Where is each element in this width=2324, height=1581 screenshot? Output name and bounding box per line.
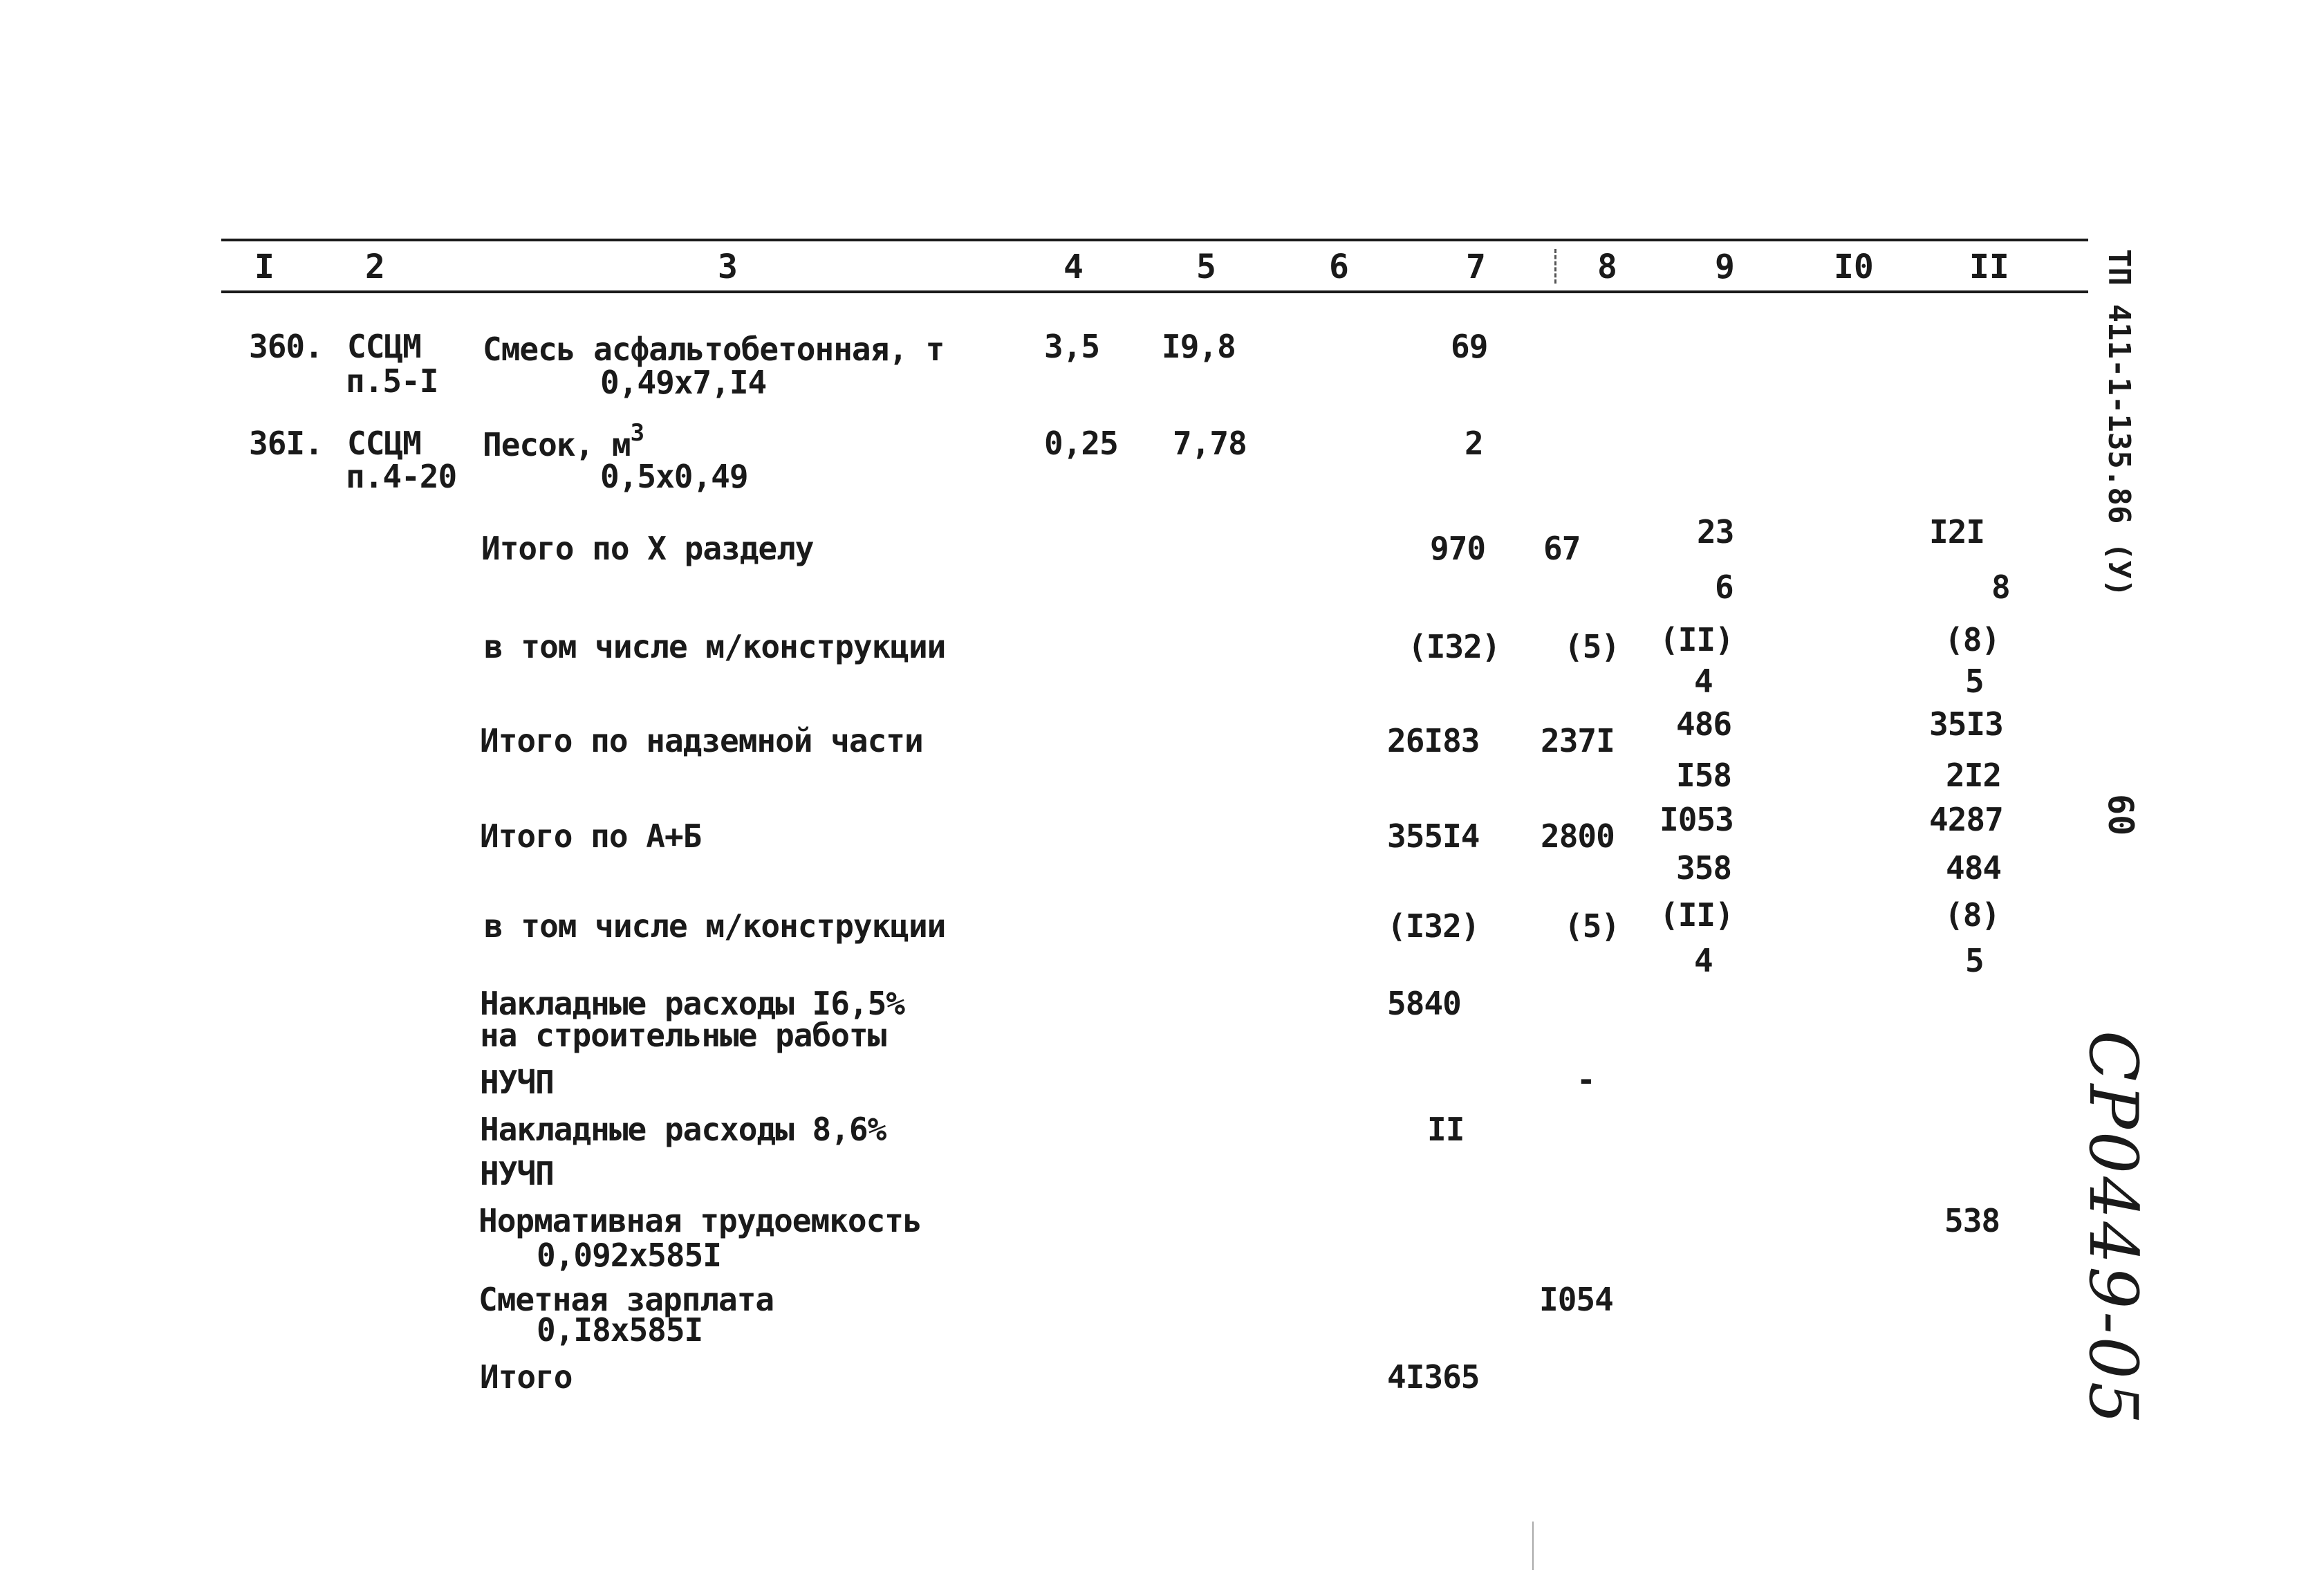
overhead-col7: 5840 bbox=[1387, 985, 1461, 1022]
total-col11-bottom: 484 bbox=[1946, 849, 2002, 887]
overhead-col7: II bbox=[1427, 1111, 1465, 1148]
total-col9-top: 23 bbox=[1697, 513, 1734, 551]
total-col7: 26I83 bbox=[1387, 722, 1480, 759]
incl-col9-top: (II) bbox=[1660, 896, 1733, 934]
overhead-label: Накладные расходы I6,5% bbox=[480, 985, 904, 1022]
row-formula: 0,5x0,49 bbox=[600, 458, 748, 495]
nuchp-label: НУЧП bbox=[480, 1064, 554, 1101]
total-label: Итого по X разделу bbox=[481, 530, 814, 567]
total-col9-bottom: I58 bbox=[1676, 757, 1732, 794]
row-col5: 7,78 bbox=[1173, 425, 1247, 462]
total-col9-bottom: 358 bbox=[1676, 849, 1732, 887]
nuchp-label: НУЧП bbox=[480, 1155, 554, 1192]
header-bottom-rule bbox=[221, 290, 2088, 293]
wage-label: Сметная зарплата bbox=[478, 1281, 774, 1318]
total-col11-top: 35I3 bbox=[1929, 705, 2003, 743]
incl-col7: (I32) bbox=[1387, 907, 1480, 945]
col-header-7: 7 bbox=[1466, 248, 1486, 286]
incl-col11-top: (8) bbox=[1944, 896, 2000, 934]
grand-total-label: Итого bbox=[480, 1358, 573, 1396]
col-header-11: II bbox=[1969, 248, 2009, 286]
grand-total-col7: 4I365 bbox=[1387, 1358, 1480, 1396]
column-divider bbox=[1554, 249, 1556, 284]
overhead-label: Накладные расходы 8,6% bbox=[480, 1111, 886, 1148]
row-description-text: Песок, м bbox=[483, 426, 631, 463]
row-col7: 69 bbox=[1451, 328, 1488, 365]
page-number: 60 bbox=[2101, 794, 2141, 836]
row-code: ССЦМ bbox=[347, 425, 421, 462]
wage-formula: 0,I8x585I bbox=[537, 1311, 703, 1349]
labor-formula: 0,092x585I bbox=[537, 1237, 721, 1274]
overhead-sublabel: на строительные работы bbox=[480, 1017, 886, 1054]
col-header-5: 5 bbox=[1196, 248, 1216, 286]
row-description bbox=[483, 419, 644, 463]
col-header-4: 4 bbox=[1063, 248, 1084, 286]
wage-col8: I054 bbox=[1539, 1281, 1613, 1318]
incl-col7: (I32) bbox=[1408, 628, 1500, 665]
total-col9-top: 486 bbox=[1676, 705, 1732, 743]
col-header-2: 2 bbox=[365, 248, 385, 286]
row-col7: 2 bbox=[1465, 425, 1483, 462]
col-header-6: 6 bbox=[1329, 248, 1349, 286]
total-label: Итого по А+Б bbox=[480, 817, 702, 855]
total-col7: 970 bbox=[1430, 530, 1486, 567]
scan-mark bbox=[1532, 1522, 1534, 1570]
row-formula: 0,49x7,I4 bbox=[600, 364, 767, 401]
row-description: Смесь асфальтобетонная, т bbox=[483, 331, 945, 368]
incl-col9-bottom: 4 bbox=[1694, 663, 1713, 700]
total-col11-top: 4287 bbox=[1929, 801, 2003, 838]
row-code: ССЦМ bbox=[347, 328, 421, 365]
nuchp-col8: - bbox=[1577, 1061, 1595, 1098]
incl-col11-bottom: 5 bbox=[1965, 942, 1984, 979]
total-col11-bottom: 8 bbox=[1991, 568, 2010, 606]
row-col4: 3,5 bbox=[1044, 328, 1100, 365]
incl-col9-top: (II) bbox=[1660, 621, 1733, 658]
row-number: 36I. bbox=[249, 425, 323, 462]
col-header-3: 3 bbox=[718, 248, 738, 286]
handwritten-code: СР0449-05 bbox=[2074, 1030, 2152, 1427]
row-col5: I9,8 bbox=[1162, 328, 1236, 365]
labor-col11: 538 bbox=[1944, 1202, 2000, 1239]
incl-col8: (5) bbox=[1564, 628, 1620, 665]
incl-col8: (5) bbox=[1564, 907, 1620, 945]
row-code-ref: п.4-20 bbox=[346, 458, 457, 495]
incl-col9-bottom: 4 bbox=[1694, 942, 1713, 979]
total-col11-top: I2I bbox=[1929, 513, 1985, 551]
total-col8: 67 bbox=[1543, 530, 1581, 567]
labor-label: Нормативная трудоемкость bbox=[478, 1202, 922, 1239]
total-col7: 355I4 bbox=[1387, 817, 1480, 855]
col-header-8: 8 bbox=[1597, 248, 1617, 286]
total-col9-top: I053 bbox=[1660, 801, 1733, 838]
row-code-ref: п.5-I bbox=[346, 362, 438, 400]
total-col8: 237I bbox=[1541, 722, 1615, 759]
unit-superscript: 3 bbox=[630, 419, 644, 447]
incl-label: в том числе м/конструкции bbox=[484, 907, 946, 945]
total-col9-bottom: 6 bbox=[1715, 568, 1733, 606]
document-code: ТП 411-1-135.86 (У) bbox=[2101, 249, 2137, 598]
incl-col11-top: (8) bbox=[1944, 621, 2000, 658]
incl-col11-bottom: 5 bbox=[1965, 663, 1984, 700]
col-header-10: I0 bbox=[1834, 248, 1874, 286]
row-col4: 0,25 bbox=[1044, 425, 1118, 462]
incl-label: в том числе м/конструкции bbox=[484, 628, 946, 665]
header-top-rule bbox=[221, 239, 2088, 241]
total-label: Итого по надземной части bbox=[480, 722, 923, 759]
col-header-1: I bbox=[254, 248, 275, 286]
total-col8: 2800 bbox=[1541, 817, 1615, 855]
total-col11-bottom: 2I2 bbox=[1946, 757, 2002, 794]
row-number: 360. bbox=[249, 328, 323, 365]
col-header-9: 9 bbox=[1715, 248, 1735, 286]
